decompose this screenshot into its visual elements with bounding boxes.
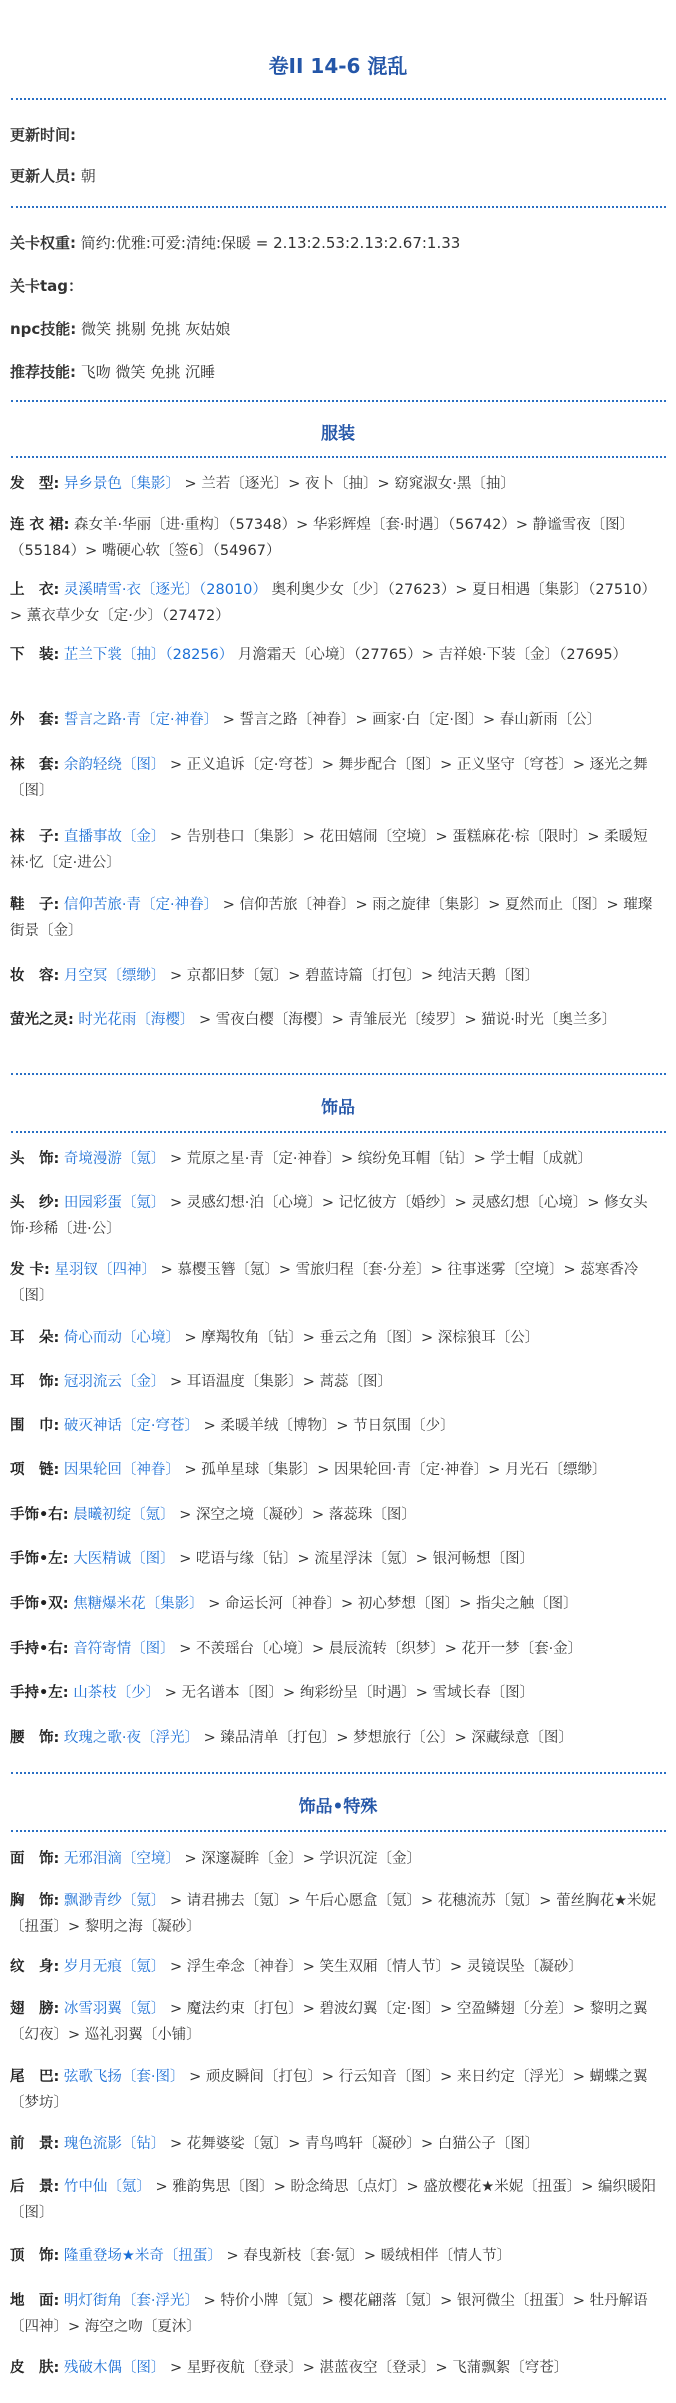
alternatives-text: > 魔法约束〔打包〕> 碧波幻翼〔定·图〕> 空盈鳞翅〔分差〕> 黎明之翼〔幻夜〕> 巡礼羽翼〔小铺〕 [10,2001,648,2043]
top-pick-link[interactable]: 冰雪羽翼〔氪〕 [63,2001,166,2017]
clothing-row-sleeve [10,752,660,804]
alternatives-text: > 慕樱玉簪〔氪〕> 雪旅归程〔套·分差〕> 往事迷雾〔空境〕> 蕊寒香冷〔图〕 [10,1262,639,1304]
clothing-row-bottom [10,642,660,668]
row-label: 袜 子: [10,829,60,845]
row-label: 下 装: [10,647,60,663]
special-row-tattoo [10,1954,660,1980]
recommended-skill-value: 飞吻 微笑 免挑 沉睡 [80,363,216,381]
accessory-row-handheld-left [10,1680,660,1706]
top-pick-link[interactable]: 残破木偶〔图〕 [63,2360,166,2376]
section-title-accessories: 饰品 [321,1098,355,1118]
row-label: 鞋 子: [10,897,60,913]
top-pick-link[interactable]: 信仰苦旅·青〔定·神眷〕 [63,897,219,913]
alternatives-text: > 深邃凝眸〔金〕> 学识沉淀〔金〕 [179,1851,422,1867]
divider [11,98,666,100]
alternatives-text: > 呓语与缘〔钻〕> 流星浮沫〔氪〕> 银河畅想〔图〕 [174,1551,535,1567]
recommended-skill-row [10,361,215,382]
clothing-row-coat [10,707,660,733]
top-pick-link[interactable]: 灵溪晴雪·衣〔逐光〕（28010） [63,582,267,598]
row-label: 手饰•双: [10,1596,69,1612]
top-pick-link[interactable]: 玫瑰之歌·夜〔浮光〕 [63,1730,200,1746]
divider [11,1772,666,1774]
weight-value: 简约:优雅:可爱:清纯:保暖 = 2.13:2.53:2.13:2.67:1.33 [80,234,461,252]
accessory-row-bracelet-both [10,1591,660,1617]
alternatives-text: > 无名谱本〔图〕> 绚彩纷呈〔时遇〕> 雪域长春〔图〕 [160,1685,535,1701]
clothing-row-socks [10,824,660,876]
section-title-special: 饰品•特殊 [298,1797,378,1817]
top-pick-link[interactable]: 时光花雨〔海樱〕 [78,1012,195,1028]
updater-value: 朝 [80,167,96,185]
row-label: 头 饰: [10,1151,60,1167]
top-pick-link[interactable]: 余韵轻绕〔图〕 [63,757,166,773]
row-label: 耳 朵: [10,1330,60,1346]
clothing-row-makeup [10,963,660,989]
top-pick-link[interactable]: 弦歌飞扬〔套·图〕 [63,2069,185,2085]
special-row-face [10,1846,660,1872]
section-title-clothing: 服装 [321,424,355,444]
row-label: 手持•左: [10,1685,69,1701]
alternatives-text: > 兰若〔逐光〕> 夜卜〔抽〕> 窈窕淑女·黑〔抽〕 [179,476,515,492]
row-label: 妆 容: [10,968,60,984]
row-label: 发 型: [10,476,60,492]
row-label: 腰 饰: [10,1730,60,1746]
alternatives-text: > 柔暖羊绒〔博物〕> 节日氛围〔少〕 [199,1418,455,1434]
row-label: 手持•右: [10,1641,69,1657]
top-pick-link[interactable]: 飘渺青纱〔氪〕 [63,1893,166,1909]
row-label: 上 衣: [10,582,60,598]
row-label: 外 套: [10,712,60,728]
divider [11,1131,666,1133]
clothing-row-glow-spirit [10,1007,660,1033]
alternatives-text: > 雅韵隽思〔图〕> 盼念绮思〔点灯〕> 盛放樱花★米妮〔扭蛋〕> 编织暖阳〔图〕 [10,2179,657,2221]
special-row-background [10,2174,660,2226]
top-pick-link[interactable]: 誓言之路·青〔定·神眷〕 [63,712,219,728]
npc-skill-row [10,318,230,339]
top-pick-link[interactable]: 明灯街角〔套·浮光〕 [63,2293,200,2309]
alternatives-text: > 不羡瑶台〔心境〕> 晨辰流转〔织梦〕> 花开一梦〔套·金〕 [174,1641,583,1657]
alternatives-text: > 告别巷口〔集影〕> 花田嬉闹〔空境〕> 蛋糕麻花·棕〔限时〕> 柔暖短袜·忆〔定·进公〕 [10,829,648,871]
top-pick-link[interactable]: 因果轮回〔神眷〕 [63,1462,180,1478]
page-title: 卷II 14-6 混乱 [268,54,408,78]
npc-skill-label: npc技能: [10,320,77,338]
row-label: 纹 身: [10,1959,60,1975]
row-label: 耳 饰: [10,1374,60,1390]
row-label: 头 纱: [10,1195,60,1211]
row-label: 皮 肤: [10,2360,60,2376]
accessory-row-bracelet-right [10,1502,660,1528]
row-label: 胸 饰: [10,1893,60,1909]
row-label: 顶 饰: [10,2248,60,2264]
alternatives-text: > 顽皮瞬间〔打包〕> 行云知音〔图〕> 来日约定〔浮光〕> 蝴蝶之翼〔梦坊〕 [10,2069,648,2111]
top-pick-link[interactable]: 大医精诚〔图〕 [73,1551,175,1567]
top-pick-link[interactable]: 音符寄情〔图〕 [73,1641,175,1657]
top-pick-link[interactable]: 晨曦初绽〔氪〕 [73,1507,175,1523]
alternatives-text: > 命运长河〔神眷〕> 初心梦想〔图〕> 指尖之触〔图〕 [203,1596,578,1612]
divider [11,1073,666,1075]
accessory-row-scarf [10,1413,660,1439]
alternatives-text: > 灵感幻想·泊〔心境〕> 记忆彼方〔婚纱〕> 灵感幻想〔心境〕> 修女头饰·珍稀〔进·公〕 [10,1195,648,1237]
row-label: 围 巾: [10,1418,60,1434]
row-label: 翅 膀: [10,2001,60,2017]
accessory-row-hairpin [10,1257,660,1309]
top-pick-link[interactable]: 竹中仙〔氪〕 [63,2179,151,2195]
alternatives-text: > 信仰苦旅〔神眷〕> 雨之旋律〔集影〕> 夏然而止〔图〕> 璀璨街景〔金〕 [10,897,653,939]
special-row-brooch [10,1888,660,1940]
special-row-wings [10,1996,660,2048]
row-label: 发 卡: [10,1262,50,1278]
updater-label: 更新人员: [10,167,76,185]
special-row-top-ornament [10,2243,660,2269]
row-label: 手饰•左: [10,1551,69,1567]
npc-skill-value: 微笑 挑剔 免挑 灰姑娘 [81,320,231,338]
alternatives-text: > 京都旧梦〔氪〕> 碧蓝诗篇〔打包〕> 纯洁天鹅〔图〕 [165,968,540,984]
clothing-row-top [10,577,660,629]
alternatives-text: > 臻品清单〔打包〕> 梦想旅行〔公〕> 深藏绿意〔图〕 [199,1730,573,1746]
alternatives-text: > 正义追诉〔定·穹苍〕> 舞步配合〔图〕> 正义坚守〔穹苍〕> 逐光之舞〔图〕 [10,757,648,799]
row-label: 后 景: [10,2179,60,2195]
accessory-row-headwear [10,1146,660,1172]
top-pick-link[interactable]: 芷兰下裳〔抽〕（28256） [63,647,234,663]
alternatives-text: > 特价小牌〔氪〕> 樱花翩落〔氪〕> 银河微尘〔扭蛋〕> 牡丹解语〔四神〕> 海空之吻〔夏沐〕 [10,2293,648,2335]
update-time-row [10,124,76,145]
top-pick-link[interactable]: 山茶枝〔少〕 [73,1685,161,1701]
top-pick-link[interactable]: 瑰色流影〔钻〕 [63,2136,166,2152]
tag-row [10,275,83,296]
updater-row [10,165,96,186]
clothing-row-shoes [10,892,660,944]
top-pick-link[interactable]: 岁月无痕〔氪〕 [63,1959,166,1975]
alternatives-text: > 春曳新枝〔套·氪〕> 暖绒相伴〔情人节〕 [221,2248,512,2264]
row-label: 地 面: [10,2293,60,2309]
alternatives-text: > 耳语温度〔集影〕> 蒿蕊〔图〕 [165,1374,393,1390]
accessory-row-earrings [10,1369,660,1395]
tag-label: 关卡tag： [10,277,84,295]
divider [11,206,666,208]
accessory-row-necklace [10,1457,660,1483]
alternatives-text: > 摩羯牧角〔钻〕> 垂云之角〔图〕> 深棕狼耳〔公〕 [179,1330,540,1346]
alternatives-text: > 荒原之星·青〔定·神眷〕> 缤纷免耳帽〔钻〕> 学士帽〔成就〕 [165,1151,593,1167]
row-label: 萤光之灵: [10,1012,74,1028]
top-pick-link[interactable]: 倚心而动〔心境〕 [63,1330,180,1346]
divider [11,456,666,458]
accessory-row-bracelet-left [10,1546,660,1572]
weight-label: 关卡权重: [10,234,76,252]
accessory-row-handheld-right [10,1636,660,1662]
alternatives-text: > 孤单星球〔集影〕> 因果轮回·青〔定·神眷〕> 月光石〔缥缈〕 [179,1462,607,1478]
top-pick-link[interactable]: 焦糖爆米花〔集影〕 [73,1596,204,1612]
alternatives-text: > 雪夜白樱〔海樱〕> 青雏辰光〔绫罗〕> 猫说·时光〔奥兰多〕 [194,1012,617,1028]
row-label: 手饰•右: [10,1507,69,1523]
row-label: 面 饰: [10,1851,60,1867]
row-label: 袜 套: [10,757,60,773]
alternatives-text: 月澹霜天〔心境〕（27765）> 吉祥娘·下装〔金〕（27695） [233,647,628,663]
top-pick-link[interactable]: 隆重登场★米奇〔扭蛋〕 [63,2248,222,2264]
special-row-skin [10,2355,660,2381]
top-pick-link[interactable]: 月空冥〔缥缈〕 [63,968,166,984]
special-row-foreground [10,2131,660,2157]
top-pick-link[interactable]: 直播事故〔金〕 [63,829,166,845]
top-pick-link[interactable]: 异乡景色〔集影〕 [63,476,180,492]
top-pick-link[interactable]: 冠羽流云〔金〕 [63,1374,166,1390]
row-label: 项 链: [10,1462,60,1478]
clothing-row-dress [10,512,660,564]
alternatives-text: 森女羊·华丽〔进·重构〕（57348）> 华彩辉煌〔套·时遇〕（56742）> 静谧雪夜〔图〕（55184）> 嘴硬心软〔签6〕（54967） [10,517,635,559]
row-label: 前 景: [10,2136,60,2152]
row-label: 连 衣 裙: [10,517,70,533]
weight-row [10,232,460,253]
accessory-row-veil [10,1190,660,1242]
alternatives-text: > 誓言之路〔神眷〕> 画家·白〔定·图〕> 春山新雨〔公〕 [218,712,602,728]
alternatives-text: 奥利奥少女〔少〕（27623）> 夏日相遇〔集影〕（27510）> 薰衣草少女〔定·少〕（27472） [10,582,657,624]
update-time-label: 更新时间: [10,126,76,144]
divider [11,400,666,402]
divider [11,1830,666,1832]
top-pick-link[interactable]: 破灭神话〔定·穹苍〕 [63,1418,200,1434]
alternatives-text: > 星野夜航〔登录〕> 湛蓝夜空〔登录〕> 飞蒲飘絮〔穹苍〕 [165,2360,569,2376]
clothing-row-hair [10,471,660,497]
top-pick-link[interactable]: 星羽钗〔四神〕 [54,1262,156,1278]
row-label: 尾 巴: [10,2069,60,2085]
alternatives-text: > 浮生牵念〔神眷〕> 笑生双厢〔情人节〕> 灵镜误坠〔凝砂〕 [165,1959,583,1975]
alternatives-text: > 花舞婆娑〔氪〕> 青鸟鸣轩〔凝砂〕> 白猫公子〔图〕 [165,2136,540,2152]
top-pick-link[interactable]: 无邪泪滴〔空境〕 [63,1851,180,1867]
special-row-tail [10,2064,660,2116]
top-pick-link[interactable]: 田园彩蛋〔氪〕 [63,1195,166,1211]
special-row-ground [10,2288,660,2340]
top-pick-link[interactable]: 奇境漫游〔氪〕 [63,1151,166,1167]
accessory-row-ears [10,1325,660,1351]
recommended-skill-label: 推荐技能: [10,363,76,381]
accessory-row-waist [10,1725,660,1751]
alternatives-text: > 请君拂去〔氪〕> 午后心愿盒〔氪〕> 花穗流苏〔氪〕> 蕾丝胸花★米妮〔扭蛋〕> 黎明之海〔凝砂〕 [10,1893,657,1935]
alternatives-text: > 深空之境〔凝砂〕> 落蕊珠〔图〕 [174,1507,416,1523]
